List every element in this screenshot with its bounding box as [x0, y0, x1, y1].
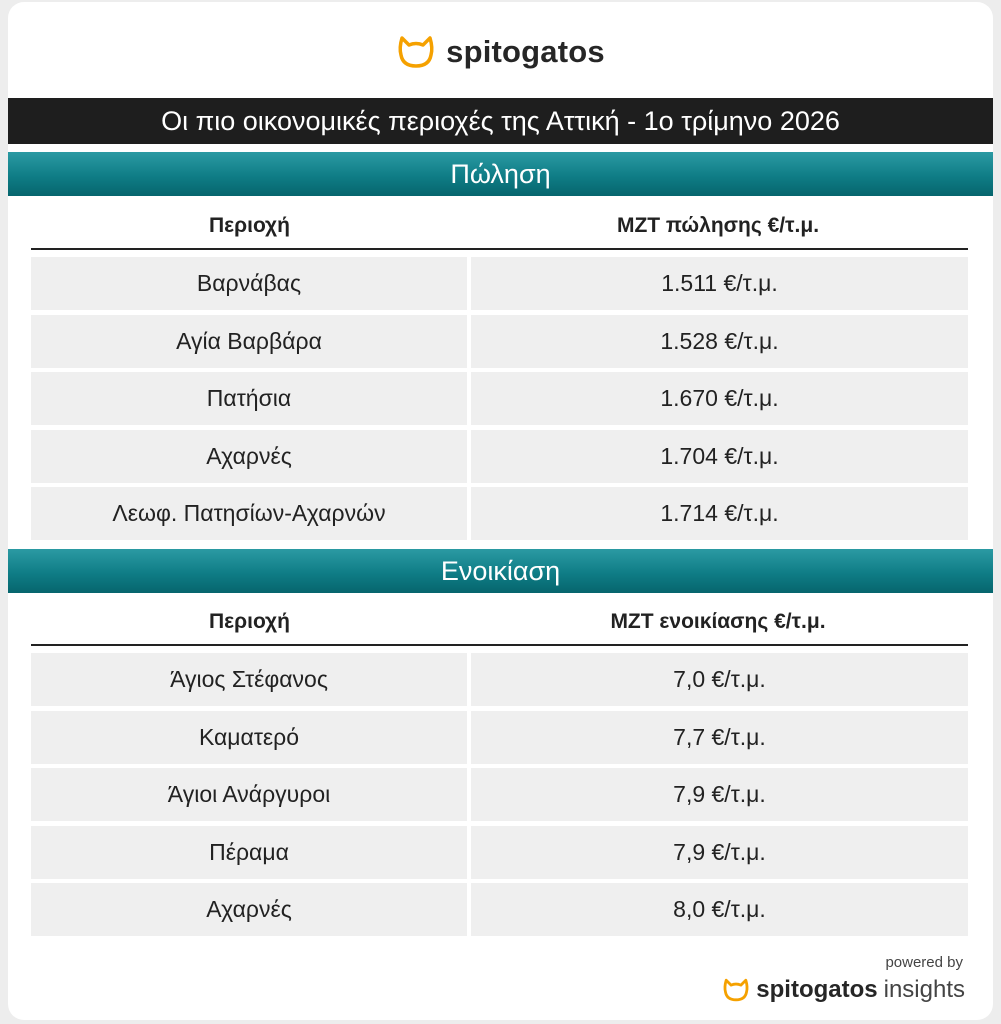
- area-cell: Λεωφ. Πατησίων-Αχαρνών: [31, 487, 467, 540]
- rent-cell: 7,9 €/τ.μ.: [471, 826, 968, 879]
- table-row: [31, 430, 968, 483]
- cat-head-icon: [396, 34, 436, 70]
- table-header-sale: [31, 204, 968, 250]
- price-cell: 1.714 €/τ.μ.: [471, 487, 968, 540]
- column-header-area: Περιοχή: [209, 214, 290, 237]
- rent-cell: 7,9 €/τ.μ.: [471, 768, 968, 821]
- table-row: [31, 883, 968, 936]
- table-row: [31, 487, 968, 540]
- area-cell: Αχαρνές: [31, 883, 467, 936]
- area-cell: Άγιοι Ανάργυροι: [31, 768, 467, 821]
- table-header-rent: [31, 600, 968, 646]
- area-cell: Πέραμα: [31, 826, 467, 879]
- table-row: [31, 315, 968, 368]
- area-cell: Αχαρνές: [31, 430, 467, 483]
- column-header-rent: ΜΖΤ ενοικίασης €/τ.μ.: [610, 610, 826, 633]
- footer-brand-name: spitogatos: [756, 976, 878, 1003]
- cat-head-icon: [722, 977, 750, 1003]
- price-cell: 1.511 €/τ.μ.: [471, 257, 968, 310]
- area-cell: Καματερό: [31, 711, 467, 764]
- price-cell: 1.670 €/τ.μ.: [471, 372, 968, 425]
- footer-brand: [722, 972, 965, 1008]
- area-cell: Βαρνάβας: [31, 257, 467, 310]
- price-cell: 1.528 €/τ.μ.: [471, 315, 968, 368]
- rent-cell: 7,7 €/τ.μ.: [471, 711, 968, 764]
- area-cell: Άγιος Στέφανος: [31, 653, 467, 706]
- rent-cell: 8,0 €/τ.μ.: [471, 883, 968, 936]
- column-header-area: Περιοχή: [209, 610, 290, 633]
- table-row: [31, 653, 968, 706]
- table-row: [31, 826, 968, 879]
- powered-by-label: powered by: [885, 954, 963, 971]
- brand-header: [8, 28, 993, 76]
- infographic-card: [8, 2, 993, 1020]
- section-header-rent: Ενοικίαση: [8, 549, 993, 593]
- price-cell: 1.704 €/τ.μ.: [471, 430, 968, 483]
- rent-cell: 7,0 €/τ.μ.: [471, 653, 968, 706]
- area-cell: Πατήσια: [31, 372, 467, 425]
- brand-name: spitogatos: [446, 34, 605, 69]
- table-row: [31, 711, 968, 764]
- page-title: Οι πιο οικονομικές περιοχές της Αττική - 1ο τρίμηνο 2026: [8, 98, 993, 144]
- table-row: [31, 257, 968, 310]
- section-header-sale: Πώληση: [8, 152, 993, 196]
- table-row: [31, 372, 968, 425]
- footer-brand-suffix: insights: [883, 976, 965, 1003]
- area-cell: Αγία Βαρβάρα: [31, 315, 467, 368]
- table-row: [31, 768, 968, 821]
- column-header-price: ΜΖΤ πώλησης €/τ.μ.: [616, 214, 820, 237]
